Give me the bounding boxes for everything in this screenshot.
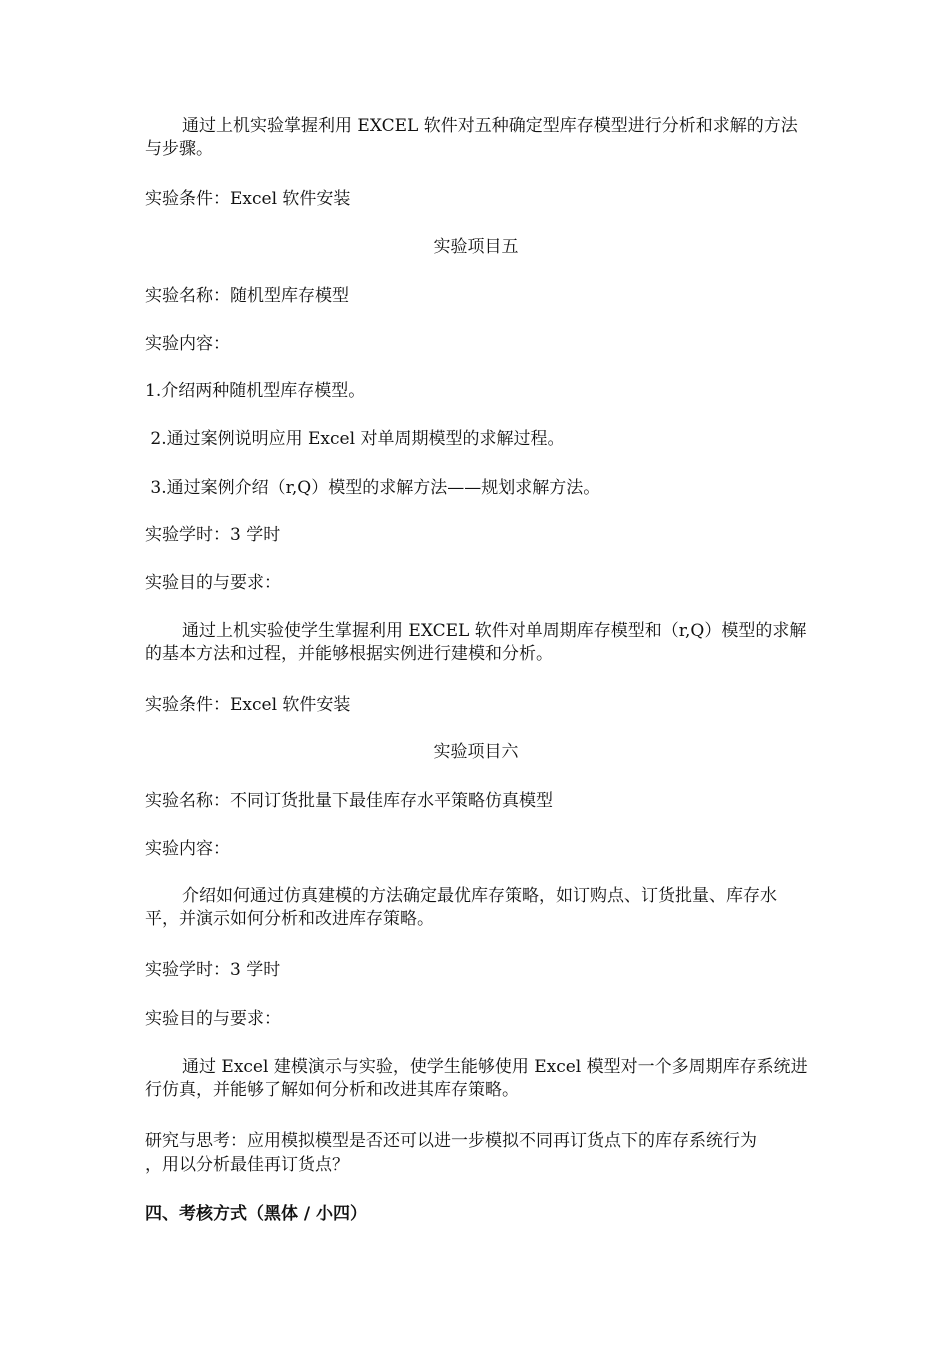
project-5-hours: 实验学时：3 学时	[145, 525, 281, 545]
project-6-research-line-2: ，用以分析最佳再订货点？	[145, 1155, 349, 1175]
project-5-heading: 实验项目五	[433, 237, 519, 257]
project-6-research-line-1: 研究与思考：应用模拟模型是否还可以进一步模拟不同再订货点下的库存系统行为	[145, 1131, 757, 1151]
project-6-heading: 实验项目六	[433, 742, 519, 762]
project-5-goal-label: 实验目的与要求：	[145, 573, 281, 593]
project-5-item-1: 1.介绍两种随机型库存模型。	[145, 381, 366, 401]
intro-paragraph: 通过上机实验掌握利用 EXCEL 软件对五种确定型库存模型进行分析和求解的方法与步骤。	[145, 116, 798, 159]
project-5-item-2: 2.通过案例说明应用 Excel 对单周期模型的求解过程。	[145, 429, 565, 449]
project-5-goal-paragraph: 通过上机实验使学生掌握利用 EXCEL 软件对单周期库存模型和（r,Q）模型的求解的基本方法和过程，并能够根据实例进行建模和分析。	[145, 621, 807, 664]
project-6-content-paragraph: 介绍如何通过仿真建模的方法确定最优库存策略，如订购点、订货批量、库存水平，并演示如何分析和改进库存策略。	[145, 886, 777, 929]
project-5-item-3: 3.通过案例介绍（r,Q）模型的求解方法——规划求解方法。	[145, 478, 601, 498]
experiment-conditions-line: 实验条件：Excel 软件安装	[145, 189, 351, 209]
project-5-conditions: 实验条件：Excel 软件安装	[145, 695, 351, 715]
project-6-goal-label: 实验目的与要求：	[145, 1009, 281, 1029]
project-5-content-label: 实验内容：	[145, 334, 230, 354]
project-6-goal-paragraph: 通过 Excel 建模演示与实验，使学生能够使用 Excel 模型对一个多周期库存系统进行仿真，并能够了解如何分析和改进其库存策略。	[145, 1057, 808, 1100]
section-4-heading: 四、考核方式（黑体 / 小四）	[145, 1204, 368, 1224]
project-6-content-label: 实验内容：	[145, 839, 230, 859]
project-6-hours: 实验学时：3 学时	[145, 960, 281, 980]
project-5-name: 实验名称：随机型库存模型	[145, 286, 349, 306]
project-6-name: 实验名称：不同订货批量下最佳库存水平策略仿真模型	[145, 791, 553, 811]
